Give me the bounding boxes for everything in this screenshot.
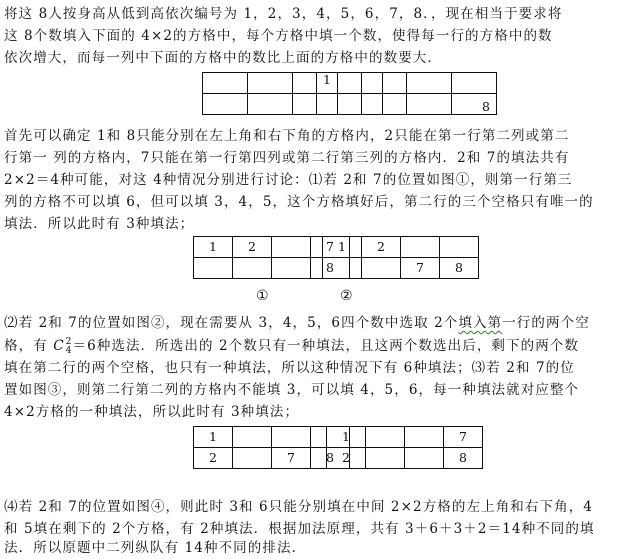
spell-check-underline: 填入第 xyxy=(458,315,503,331)
figure-4-grid: 1 7 2 8 xyxy=(326,426,483,469)
figure-1-grid: 1 2 7 8 xyxy=(193,236,350,279)
intro-line-3: 依次增大，而每一列中下面的方格中的数比上面的方格中的数要大． xyxy=(4,50,442,66)
figure-1-label: ① xyxy=(256,288,269,304)
para3-line-2: 和 5填在剩下的 2个方格，有 2种填法．根据加法原理，共有 3＋6＋3＋2＝14种不同的填 xyxy=(4,521,595,537)
figure-3-grid: 1 2 7 8 xyxy=(193,426,350,469)
grid-cell: 1 xyxy=(317,73,362,94)
para2-line-1: ⑵若 2和 7的位置如图②，现在需要从 3，4，5，6四个数中选取 2个填入第一行的两个空 xyxy=(4,315,590,331)
para1-line-3: 2×2＝4种可能，对这 4种情况分别进行讨论：⑴若 2和 7的位置如图①，则第一行第三 xyxy=(4,172,573,188)
para3-line-1: ⑷若 2和 7的位置如图④，则此时 3和 6只能分别填在中间 2×2方格的左上角和右下角，4 xyxy=(4,499,593,515)
para2-line-5: 4×2方格的一种填法，所以此时有 3种填法； xyxy=(4,404,300,420)
para2-line-3: 填在第二行的两个空格，也只有一种填法，所以这种情况下有 6种填法；⑶若 2和 7的位 xyxy=(4,360,575,376)
grid-top-right xyxy=(316,72,497,115)
intro-line-2: 这 8个数填入下面的 4×2的方格中，每个方格中填一个数，使得每一行的方格中的数 xyxy=(4,28,553,44)
grid-cell: 8 xyxy=(452,94,497,115)
intro-line-1: 将这 8人按身高从低到高依次编号为 1，2，3，4，5，6，7，8．，现在相当于要求将 xyxy=(4,6,563,22)
para3-line-3: 法．所以原题中二列纵队有 14种不同的排法． xyxy=(4,540,307,556)
para1-line-1: 首先可以确定 1和 8只能分别在左上角和右下角的方格内，2只能在第一行第二列或第二 xyxy=(4,128,570,144)
para1-line-2: 行第一 列的方格内，7只能在第一行第四列或第二行第三列的方格内．2和 7的填法共有 xyxy=(4,150,570,166)
para1-line-4: 列的方格不可以填 6，但可以填 3，4，5，这个方格填好后，第二行的三个空格只有唯一的 xyxy=(4,194,594,210)
para2-line-4: 置如图③，则第二行第二列的方格内不能填 3，可以填 4，5，6，每一种填法就对应整个 xyxy=(4,382,580,398)
figure-2-label: ② xyxy=(340,288,353,304)
figure-2-grid: 1 2 7 8 xyxy=(322,236,479,279)
combination-symbol: C 2 4 xyxy=(53,336,73,356)
para1-line-5: 填法．所以此时有 3种填法； xyxy=(4,216,195,232)
para2-line-2: 格，有 C 2 4 ＝6种选法．所选出的 2个数只有一种填法，且这两个数选出后，剩下的两个数 xyxy=(4,336,580,356)
